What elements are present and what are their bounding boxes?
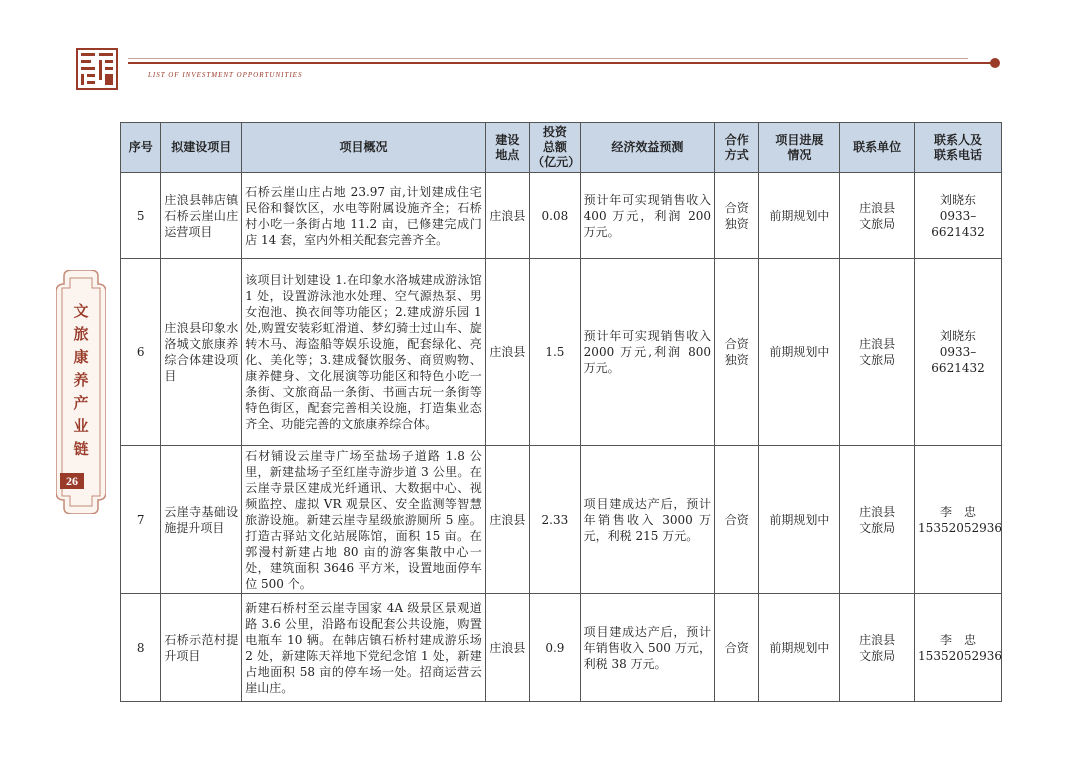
- cell-investment: 2.33: [530, 446, 581, 594]
- cell-contact: 李 忠 15352052936: [915, 446, 1002, 594]
- cell-location: 庄浪县: [485, 446, 529, 594]
- cell-project: 石桥示范村提升项目: [161, 594, 242, 702]
- cell-contact: 刘晓东 0933–6621432: [915, 173, 1002, 259]
- column-header: 项目进展 情况: [759, 123, 840, 173]
- cell-mode: 合资: [715, 594, 759, 702]
- cell-no: 8: [121, 594, 161, 702]
- table-header-row: [121, 123, 1002, 173]
- cell-investment: 1.5: [530, 259, 581, 446]
- cell-overview: 该项目计划建设 1.在印象水洛城建成游泳馆 1 处，设置游泳池水处理、空气源热泵、男女泡池、换衣间等功能区；2.建成游乐园 1 处,购置安装彩虹滑道、梦幻骑士过山车、旋转木马、海盗船等娱乐设施，配套绿化、亮化、美化等；3.建成餐饮服务、商贸购物、康养健身、文化展演等功能区和特色小吃一条街、文旅商品一条街、书画古玩一条街等特色街区，配套完善相关设施，打造集业态齐全、功能完善的文旅康养综合体。: [242, 259, 485, 446]
- cell-unit: 庄浪县 文旅局: [840, 259, 915, 446]
- cell-mode: 合资: [715, 446, 759, 594]
- cell-progress: 前期规划中: [759, 173, 840, 259]
- cell-progress: 前期规划中: [759, 446, 840, 594]
- cell-no: 6: [121, 259, 161, 446]
- page-number: 26: [60, 473, 84, 489]
- table-row: [121, 594, 1002, 702]
- header-divider-thin: [128, 58, 968, 59]
- cell-no: 5: [121, 173, 161, 259]
- header-subtitle: LIST OF INVESTMENT OPPORTUNITIES: [148, 71, 303, 79]
- cell-no: 7: [121, 446, 161, 594]
- cell-location: 庄浪县: [485, 259, 529, 446]
- column-header: 合作 方式: [715, 123, 759, 173]
- cell-project: 庄浪县印象水洛城文旅康养综合体建设项目: [161, 259, 242, 446]
- side-char: 旅: [73, 325, 89, 343]
- cell-unit: 庄浪县 文旅局: [840, 446, 915, 594]
- column-header: 建设 地点: [485, 123, 529, 173]
- side-char: 养: [73, 371, 89, 389]
- side-char: 业: [73, 417, 89, 435]
- column-header: 拟建设项目: [161, 123, 242, 173]
- investment-projects-table: [120, 122, 1002, 702]
- cell-overview: 石材铺设云崖寺广场至盐场子道路 1.8 公里，新建盐场子至红崖寺游步道 3 公里。在云崖寺景区建成光纤通讯、大数据中心、视频监控、虚拟 VR 观景区、安全监测等智慧旅游设施。新建云崖寺星级旅游厕所 5 座。打造古驿站文化站展陈馆，面积 15 亩。在郭漫村新建占地 80 亩的游客集散中心一处，建筑面积 3646 平方米，设置地面停车位 500 个。: [242, 446, 485, 594]
- cell-investment: 0.08: [530, 173, 581, 259]
- cell-overview: 新建石桥村至云崖寺国家 4A 级景区景观道路 3.6 公里，沿路布设配套公共设施，购置电瓶车 10 辆。在韩店镇石桥村建成游乐场 2 处，新建陈天祥地下党纪念馆 1 处，新建占地面积 58 亩的停车场一处。招商运营云崖山庄。: [242, 594, 485, 702]
- logo-seal-icon: [76, 48, 118, 90]
- column-header: 经济效益预测: [580, 123, 714, 173]
- cell-project: 云崖寺基础设施提升项目: [161, 446, 242, 594]
- cell-benefit: 预计年可实现销售收入 2000 万元,利润 800 万元。: [580, 259, 714, 446]
- column-header: 联系人及 联系电话: [915, 123, 1002, 173]
- cell-benefit: 项目建成达产后，预计年销售收入 3000 万元，利税 215 万元。: [580, 446, 714, 594]
- cell-unit: 庄浪县 文旅局: [840, 594, 915, 702]
- cell-contact: 刘晓东 0933–6621432: [915, 259, 1002, 446]
- header-dot-icon: [990, 58, 1000, 68]
- side-section-title: [68, 300, 94, 461]
- header-divider: [128, 62, 994, 64]
- cell-location: 庄浪县: [485, 173, 529, 259]
- cell-mode: 合资 独资: [715, 173, 759, 259]
- cell-location: 庄浪县: [485, 594, 529, 702]
- column-header: 序号: [121, 123, 161, 173]
- table-row: [121, 446, 1002, 594]
- cell-benefit: 项目建成达产后，预计年销售收入 500 万元，利税 38 万元。: [580, 594, 714, 702]
- column-header: 联系单位: [840, 123, 915, 173]
- side-char: 文: [73, 302, 89, 320]
- side-char: 链: [73, 440, 89, 458]
- cell-project: 庄浪县韩店镇石桥云崖山庄运营项目: [161, 173, 242, 259]
- cell-progress: 前期规划中: [759, 594, 840, 702]
- column-header: 投资 总额 （亿元）: [530, 123, 581, 173]
- side-char: 产: [73, 394, 89, 412]
- table-row: [121, 173, 1002, 259]
- cell-investment: 0.9: [530, 594, 581, 702]
- cell-contact: 李 忠 15352052936: [915, 594, 1002, 702]
- cell-benefit: 预计年可实现销售收入 400 万元，利润 200 万元。: [580, 173, 714, 259]
- column-header: 项目概况: [242, 123, 485, 173]
- cell-mode: 合资 独资: [715, 259, 759, 446]
- side-char: 康: [73, 348, 89, 366]
- table-row: [121, 259, 1002, 446]
- cell-progress: 前期规划中: [759, 259, 840, 446]
- cell-unit: 庄浪县 文旅局: [840, 173, 915, 259]
- cell-overview: 石桥云崖山庄占地 23.97 亩,计划建成住宅民俗和餐饮区，水电等附属设施齐全；石桥村小吃一条街占地 11.2 亩，已修建完成门店 14 套，室内外相关配套完善齐全。: [242, 173, 485, 259]
